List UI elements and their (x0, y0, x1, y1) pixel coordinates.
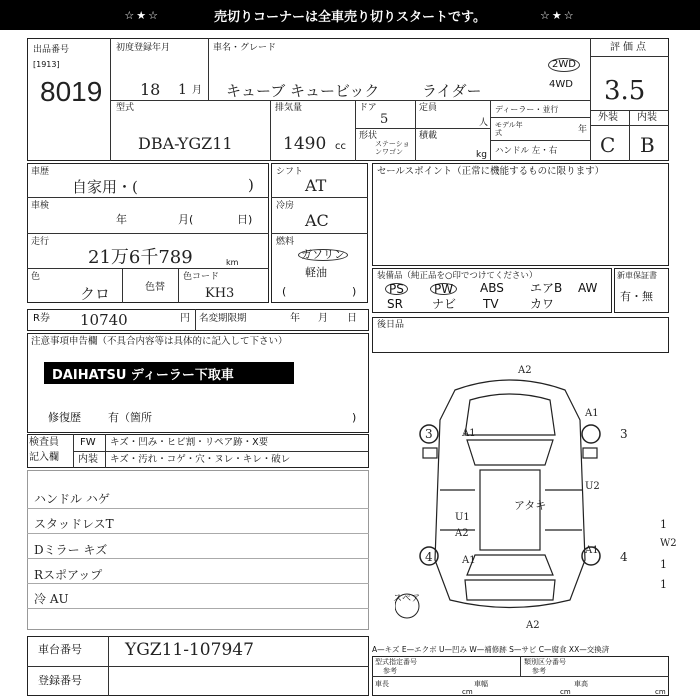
fuel-diesel: 軽油 (305, 266, 327, 279)
sales-point-box (372, 163, 669, 266)
banner-deco-left: ☆★☆ (124, 8, 161, 22)
note-line-2: スタッドレスT (34, 517, 114, 531)
model-year-unit: 年 (578, 125, 588, 135)
type-number-label: 型式指定番号 (375, 658, 417, 666)
height-label: 車高 (574, 680, 588, 688)
width-unit: cm (560, 688, 571, 696)
sales-point-label: セールスポイント（正常に機能するものに限ります） (377, 166, 605, 177)
length-label: 車長 (375, 680, 389, 688)
inspector-label-2: 記入欄 (29, 452, 59, 463)
class-number-ref: 参考 (532, 667, 546, 675)
history-close: ) (248, 176, 254, 194)
car-name-label: 車名・グレード (213, 43, 277, 53)
registration-year: 18 (140, 80, 161, 99)
inspection-day: 日) (237, 213, 253, 226)
mileage-value: 21万6千789 (88, 247, 193, 268)
fuel-label: 燃料 (276, 237, 295, 247)
doors-label: ドア (359, 103, 377, 113)
inspector-interior: 内装 (78, 454, 98, 465)
displacement-value: 1490 (283, 134, 327, 154)
class-number-label: 類別区分番号 (524, 658, 566, 666)
note-line-4: Rスポアップ (34, 568, 103, 582)
inspector-fw-items: キズ・凹み・ヒビ割・リペア跡・X要 (110, 437, 269, 448)
capacity-unit: 人 (479, 118, 489, 128)
model-label: 型式 (116, 103, 135, 113)
displacement-unit: cc (335, 141, 346, 152)
exterior-label: 外装 (598, 112, 618, 123)
plate-label: 登録番号 (38, 674, 82, 687)
notes-label: 注意事項申告欄（不具合内容等は具体的に記入して下さい） (31, 336, 288, 347)
banner-deco-right: ☆★☆ (539, 8, 576, 22)
name-change-day: 日 (347, 313, 357, 324)
rear-goods-label: 後日品 (377, 320, 405, 330)
mark-front-top: A2 (518, 365, 532, 376)
shift-label: シフト (276, 167, 304, 177)
repair-label: 修復歴 (48, 411, 81, 424)
color-label: 色 (31, 272, 41, 282)
mark-hood-right: A1 (585, 408, 599, 419)
exterior-grade: C (600, 133, 616, 157)
dealer-line: ディーラー・並行 (495, 105, 559, 114)
inspector-fw: FW (80, 437, 96, 448)
lot-label: 出品番号 (33, 45, 70, 55)
equip-leather: カワ (530, 297, 555, 311)
name-change-year: 年 (290, 313, 300, 324)
side-mark-2: W2 (660, 538, 677, 549)
inspector-label-1: 検査員 (29, 437, 59, 448)
shift-value: AT (305, 176, 327, 195)
color-code-value: KH3 (205, 286, 235, 301)
mark-right-door: U2 (585, 481, 600, 492)
load-unit: kg (476, 150, 487, 160)
mark-roof: アタキ (514, 499, 547, 512)
recycle-value: 10740 (80, 311, 128, 329)
load-label: 積載 (419, 131, 438, 141)
height-unit: cm (655, 688, 666, 696)
drive-2wd: 2WD (548, 58, 580, 72)
mark-left-rear: A1 (462, 555, 476, 566)
recycle-label: R券 (33, 313, 50, 324)
equip-tv: TV (483, 297, 499, 311)
damage-legend: A—キズ E—エクボ U—凹み W—補修跡 S—サビ C—腐食 XX—交換済 (372, 645, 610, 654)
displacement-label: 排気量 (275, 103, 303, 113)
model-value: DBA-YGZ11 (138, 134, 233, 153)
side-mark-3: 1 (660, 558, 667, 571)
repair-value: 有（箇所 (108, 411, 152, 424)
recycle-unit: 円 (180, 313, 190, 324)
mark-left-rear-wheel: 4 (425, 550, 433, 564)
inspection-month: 月( (178, 213, 194, 226)
banner-text: 売切りコーナーは全車売り切りスタートです。 (214, 9, 486, 25)
note-line-3: Dミラー キズ (34, 543, 108, 557)
inspector-interior-items: キズ・汚れ・コゲ・穴・ヌレ・キレ・破レ (110, 454, 291, 465)
side-mark-1: 1 (660, 518, 667, 531)
car-grade-value: ライダー (422, 82, 482, 100)
aircon-value: AC (305, 211, 329, 230)
note-line-5: 冷 AU (34, 592, 69, 606)
history-label: 車歴 (31, 167, 50, 177)
equip-pw: PW (430, 283, 457, 295)
equip-abs: ABS (480, 281, 504, 295)
lot-number: 8019 (40, 76, 103, 107)
note-line-1: ハンドル ハゲ (34, 492, 110, 506)
fuel-paren-close: ) (352, 285, 357, 298)
rating-score: 3.5 (604, 76, 646, 106)
mark-right-rear-wheel: 4 (620, 550, 628, 564)
side-mark-4: 1 (660, 578, 667, 591)
model-year-label: モデル年式 (495, 121, 523, 137)
rear-goods-box (372, 317, 669, 353)
equip-aw: AW (578, 281, 598, 295)
chassis-label: 車台番号 (38, 643, 82, 656)
car-name-value: キューブ キュービック (226, 82, 380, 100)
interior-grade: B (640, 133, 655, 157)
mark-rear-bottom: A2 (526, 620, 540, 631)
color-value: クロ (80, 285, 111, 303)
fuel-paren-open: ( (282, 285, 287, 298)
lot-code: [1913] (33, 60, 60, 69)
width-label: 車幅 (474, 680, 488, 688)
inspection-year: 年 (116, 213, 127, 226)
history-value: 自家用・( (72, 178, 138, 196)
shape-label: 形状 (359, 131, 378, 141)
shape-value: ステーションワゴン (375, 140, 410, 156)
mark-right-front-wheel: 3 (620, 427, 628, 441)
dealer-trade-in-badge: DAIHATSU ディーラー下取車 (44, 362, 294, 384)
registration-label: 初度登録年月 (116, 43, 171, 53)
warranty-value: 有・無 (620, 290, 653, 303)
inspection-label: 車検 (31, 201, 50, 211)
rating-label: 評価点 (610, 42, 649, 53)
mileage-label: 走行 (31, 237, 50, 247)
equip-ps: PS (385, 283, 408, 295)
mark-left-front-wheel: 3 (425, 427, 433, 441)
top-banner (0, 0, 700, 30)
chassis-value: YGZ11-107947 (125, 640, 254, 660)
name-change-label: 名変期限期 (199, 313, 247, 324)
aircon-label: 冷房 (276, 201, 295, 211)
equip-navi: ナビ (432, 297, 457, 311)
equip-sr: SR (387, 297, 403, 311)
mark-hood-left: A1 (462, 428, 476, 439)
mark-right-rear: A1 (585, 545, 599, 556)
interior-label: 内装 (637, 112, 657, 123)
name-change-month: 月 (318, 313, 328, 324)
spare-label: スペア (393, 594, 421, 604)
color-change-label: 色替 (145, 282, 165, 293)
color-code-label: 色コード (183, 272, 220, 282)
mark-left-door-u: U1 (455, 512, 470, 523)
handle-label: ハンドル 左・右 (495, 146, 558, 156)
mark-left-door-a: A2 (455, 528, 469, 539)
mileage-unit: km (226, 258, 239, 267)
type-number-ref: 参考 (383, 667, 397, 675)
equipment-label: 装備品（純正品を○印でつけてください） (377, 271, 538, 281)
repair-close: ) (352, 411, 357, 424)
drive-4wd: 4WD (549, 79, 573, 90)
doors-value: 5 (380, 112, 389, 127)
fuel-gasoline: ガソリン (298, 249, 348, 261)
capacity-label: 定員 (419, 103, 438, 113)
registration-month-unit: 月 (192, 85, 202, 96)
length-unit: cm (462, 688, 473, 696)
registration-month: 1 (178, 82, 187, 98)
warranty-label: 新車保証書 (617, 271, 657, 280)
equip-airbag: エアB (530, 281, 563, 295)
